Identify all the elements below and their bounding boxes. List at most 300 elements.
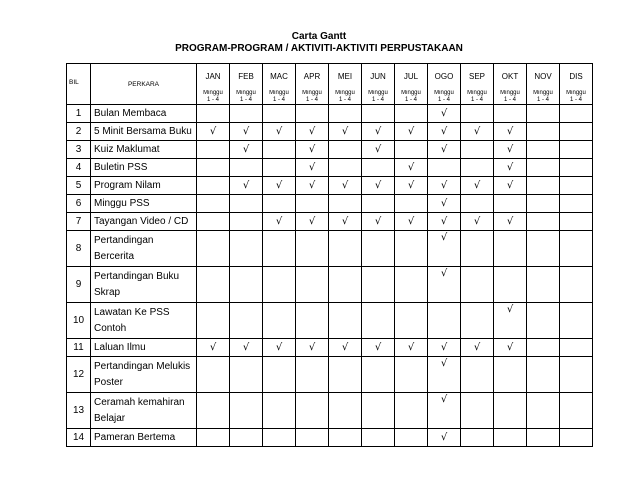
month-header: JUN: [362, 64, 395, 90]
check-mark: √: [308, 179, 316, 191]
week-range: 1 - 4: [503, 96, 516, 103]
month-cell: [329, 429, 362, 447]
month-cell: [560, 105, 593, 123]
table-row: [67, 339, 593, 357]
month-cell: [329, 105, 362, 123]
check-mark: √: [473, 179, 481, 191]
month-cell: [560, 141, 593, 159]
month-cell: [428, 339, 461, 357]
activity-line: Kuiz Maklumat: [94, 144, 160, 155]
week-range: 1 - 4: [470, 96, 483, 103]
week-range: 1 - 4: [272, 96, 285, 103]
month-cell: [395, 429, 428, 447]
month-cell: [197, 231, 230, 267]
check-mark: √: [506, 125, 514, 137]
table-row: [67, 429, 593, 447]
week-range: 1 - 4: [536, 96, 549, 103]
month-cell: [494, 267, 527, 303]
month-cell: [527, 267, 560, 303]
activity-line: Pertandingan Melukis: [94, 360, 191, 372]
month-cell: [461, 105, 494, 123]
month-cell: [197, 213, 230, 231]
month-cell: [329, 213, 362, 231]
check-mark: √: [242, 341, 250, 353]
check-mark: √: [473, 125, 481, 137]
month-cell: [362, 213, 395, 231]
check-mark: √: [341, 215, 349, 227]
activity-name: [91, 141, 197, 159]
month-cell: [395, 213, 428, 231]
month-cell: [230, 195, 263, 213]
week-label: Minggu: [335, 89, 355, 96]
check-mark: √: [242, 179, 250, 191]
activity-line: Program Nilam: [94, 180, 161, 191]
activity-name: [91, 213, 197, 231]
month-cell: [329, 177, 362, 195]
check-mark: √: [506, 143, 514, 155]
month-header: APR: [296, 64, 329, 90]
month-cell: [494, 141, 527, 159]
month-cell: [296, 429, 329, 447]
month-cell: [263, 123, 296, 141]
check-mark: √: [308, 143, 316, 155]
month-cell: [197, 393, 230, 429]
header-row-months: [67, 64, 593, 90]
week-label: Minggu: [434, 89, 454, 96]
week-range: 1 - 4: [371, 96, 384, 103]
month-cell: [263, 177, 296, 195]
month-cell: [461, 123, 494, 141]
week-range: 1 - 4: [404, 96, 417, 103]
check-mark: √: [374, 215, 382, 227]
month-cell: [230, 429, 263, 447]
activity-name: [91, 123, 197, 141]
activity-name: [91, 231, 197, 267]
row-number: 5: [67, 177, 91, 195]
check-mark: √: [374, 125, 382, 137]
activity-name: [91, 357, 197, 393]
month-cell: [263, 267, 296, 303]
month-cell: [197, 159, 230, 177]
row-number: 11: [67, 339, 91, 357]
month-cell: [494, 429, 527, 447]
month-cell: [560, 357, 593, 393]
check-mark: √: [407, 161, 415, 173]
week-label: Minggu: [566, 89, 586, 96]
month-cell: [428, 159, 461, 177]
month-cell: [230, 303, 263, 339]
month-cell: [230, 123, 263, 141]
check-mark: √: [275, 125, 283, 137]
month-cell: [395, 177, 428, 195]
month-cell: [230, 105, 263, 123]
month-cell: [395, 141, 428, 159]
month-cell: [527, 393, 560, 429]
month-cell: [560, 159, 593, 177]
check-mark: √: [440, 197, 448, 209]
month-cell: [197, 357, 230, 393]
month-cell: [560, 123, 593, 141]
month-cell: [230, 339, 263, 357]
month-cell: [230, 159, 263, 177]
month-cell: [263, 105, 296, 123]
month-cell: [461, 429, 494, 447]
month-cell: [395, 393, 428, 429]
check-mark: √: [440, 143, 448, 155]
activity-name: [91, 159, 197, 177]
check-mark: √: [209, 125, 217, 137]
month-cell: [296, 357, 329, 393]
month-cell: [197, 267, 230, 303]
check-mark: √: [440, 268, 448, 279]
month-cell: [461, 141, 494, 159]
month-cell: [395, 123, 428, 141]
check-mark: √: [440, 341, 448, 353]
table-row: [67, 177, 593, 195]
month-cell: [461, 195, 494, 213]
week-header: [461, 90, 494, 105]
week-label: Minggu: [302, 89, 322, 96]
activity-line: Contoh: [94, 322, 127, 334]
week-header: [527, 90, 560, 105]
table-row: [67, 159, 593, 177]
month-cell: [362, 195, 395, 213]
check-mark: √: [308, 341, 316, 353]
activity-name: [91, 303, 197, 339]
month-cell: [428, 429, 461, 447]
month-cell: [560, 177, 593, 195]
month-cell: [197, 195, 230, 213]
row-number: 10: [67, 303, 91, 339]
month-cell: [494, 393, 527, 429]
month-cell: [461, 303, 494, 339]
month-cell: [362, 123, 395, 141]
table-row: [67, 123, 593, 141]
check-mark: √: [506, 341, 514, 353]
month-cell: [527, 231, 560, 267]
check-mark: √: [440, 107, 448, 119]
week-label: Minggu: [269, 89, 289, 96]
table-row: [67, 105, 593, 123]
month-cell: [296, 213, 329, 231]
week-header: [395, 90, 428, 105]
month-cell: [527, 105, 560, 123]
month-cell: [527, 213, 560, 231]
week-header: [296, 90, 329, 105]
check-mark: √: [308, 161, 316, 173]
month-cell: [263, 393, 296, 429]
month-cell: [428, 195, 461, 213]
week-range: 1 - 4: [569, 96, 582, 103]
week-header: [197, 90, 230, 105]
month-header: JUL: [395, 64, 428, 90]
month-cell: [527, 159, 560, 177]
row-number: 1: [67, 105, 91, 123]
activity-line: Bulan Membaca: [94, 108, 167, 119]
activity-name: [91, 393, 197, 429]
month-header: SEP: [461, 64, 494, 90]
table-row: [67, 267, 593, 303]
month-cell: [329, 303, 362, 339]
check-mark: √: [506, 179, 514, 191]
month-cell: [395, 105, 428, 123]
activity-name: [91, 195, 197, 213]
activity-line: Bercerita: [94, 250, 135, 262]
month-cell: [560, 267, 593, 303]
check-mark: √: [407, 179, 415, 191]
row-number: 2: [67, 123, 91, 141]
row-number: 7: [67, 213, 91, 231]
row-number: 13: [67, 393, 91, 429]
month-cell: [362, 159, 395, 177]
month-cell: [560, 339, 593, 357]
month-cell: [263, 429, 296, 447]
month-cell: [362, 393, 395, 429]
month-cell: [527, 303, 560, 339]
month-cell: [395, 357, 428, 393]
month-cell: [362, 357, 395, 393]
month-cell: [296, 231, 329, 267]
month-cell: [362, 303, 395, 339]
week-range: 1 - 4: [206, 96, 219, 103]
month-cell: [296, 159, 329, 177]
check-mark: √: [275, 215, 283, 227]
week-range: 1 - 4: [239, 96, 252, 103]
month-cell: [230, 141, 263, 159]
month-cell: [329, 141, 362, 159]
month-cell: [461, 267, 494, 303]
week-range: 1 - 4: [305, 96, 318, 103]
month-cell: [230, 267, 263, 303]
activity-line: Tayangan Video / CD: [94, 216, 189, 227]
month-cell: [263, 141, 296, 159]
month-cell: [395, 231, 428, 267]
month-cell: [362, 339, 395, 357]
month-cell: [560, 231, 593, 267]
month-cell: [296, 393, 329, 429]
activity-name: [91, 177, 197, 195]
check-mark: √: [506, 161, 514, 173]
month-cell: [263, 339, 296, 357]
month-cell: [494, 231, 527, 267]
month-cell: [428, 267, 461, 303]
month-cell: [329, 231, 362, 267]
check-mark: √: [407, 215, 415, 227]
month-cell: [230, 213, 263, 231]
header-perkara: PERKARA: [91, 64, 197, 105]
activity-line: Pameran Bertema: [94, 432, 176, 443]
week-header: [428, 90, 461, 105]
month-header: MEI: [329, 64, 362, 90]
month-cell: [428, 141, 461, 159]
gantt-table: [66, 63, 593, 447]
week-header: [560, 90, 593, 105]
row-number: 9: [67, 267, 91, 303]
check-mark: √: [440, 125, 448, 137]
activity-line: Lawatan Ke PSS: [94, 306, 170, 318]
check-mark: √: [407, 341, 415, 353]
month-cell: [395, 303, 428, 339]
month-cell: [527, 123, 560, 141]
activity-name: [91, 429, 197, 447]
month-cell: [527, 339, 560, 357]
month-cell: [263, 159, 296, 177]
month-cell: [197, 177, 230, 195]
month-cell: [494, 357, 527, 393]
month-cell: [362, 105, 395, 123]
month-cell: [560, 195, 593, 213]
week-label: Minggu: [401, 89, 421, 96]
check-mark: √: [374, 341, 382, 353]
check-mark: √: [440, 431, 448, 443]
row-number: 3: [67, 141, 91, 159]
month-header: MAC: [263, 64, 296, 90]
week-label: Minggu: [203, 89, 223, 96]
week-label: Minggu: [368, 89, 388, 96]
month-cell: [329, 393, 362, 429]
month-cell: [461, 393, 494, 429]
check-mark: √: [308, 215, 316, 227]
month-cell: [329, 357, 362, 393]
month-cell: [395, 267, 428, 303]
month-cell: [329, 123, 362, 141]
month-cell: [197, 123, 230, 141]
activity-line: Ceramah kemahiran: [94, 396, 185, 408]
month-cell: [197, 339, 230, 357]
month-cell: [461, 357, 494, 393]
month-cell: [263, 303, 296, 339]
month-cell: [296, 303, 329, 339]
check-mark: √: [407, 125, 415, 137]
month-cell: [329, 159, 362, 177]
check-mark: √: [242, 125, 250, 137]
month-cell: [527, 357, 560, 393]
week-header: [230, 90, 263, 105]
month-cell: [329, 195, 362, 213]
chart-subtitle: PROGRAM-PROGRAM / AKTIVITI-AKTIVITI PERPUSTAKAAN: [175, 43, 463, 54]
month-cell: [494, 213, 527, 231]
check-mark: √: [374, 143, 382, 155]
month-cell: [296, 339, 329, 357]
check-mark: √: [440, 215, 448, 227]
week-label: Minggu: [467, 89, 487, 96]
week-header: [362, 90, 395, 105]
activity-line: Pertandingan Buku: [94, 270, 180, 282]
month-cell: [428, 303, 461, 339]
table-row: [67, 357, 593, 393]
row-number: 4: [67, 159, 91, 177]
table-row: [67, 393, 593, 429]
month-cell: [527, 177, 560, 195]
month-cell: [197, 105, 230, 123]
table-row: [67, 141, 593, 159]
month-cell: [527, 429, 560, 447]
row-number: 6: [67, 195, 91, 213]
month-cell: [329, 267, 362, 303]
week-range: 1 - 4: [338, 96, 351, 103]
activity-line: Laluan Ilmu: [94, 342, 146, 353]
row-number: 8: [67, 231, 91, 267]
month-cell: [362, 267, 395, 303]
check-mark: √: [308, 125, 316, 137]
month-cell: [230, 357, 263, 393]
table-row: [67, 231, 593, 267]
month-cell: [296, 195, 329, 213]
activity-line: Skrap: [94, 286, 121, 298]
month-cell: [560, 429, 593, 447]
week-header: [263, 90, 296, 105]
month-header: FEB: [230, 64, 263, 90]
week-label: Minggu: [500, 89, 520, 96]
month-cell: [230, 393, 263, 429]
month-cell: [296, 123, 329, 141]
check-mark: √: [440, 232, 448, 243]
month-cell: [428, 231, 461, 267]
month-cell: [494, 195, 527, 213]
month-cell: [494, 123, 527, 141]
month-cell: [263, 213, 296, 231]
month-cell: [197, 303, 230, 339]
month-cell: [329, 339, 362, 357]
month-cell: [494, 177, 527, 195]
month-header: OGO: [428, 64, 461, 90]
month-cell: [296, 177, 329, 195]
activity-line: Poster: [94, 376, 123, 388]
month-cell: [263, 231, 296, 267]
check-mark: √: [473, 341, 481, 353]
month-cell: [527, 195, 560, 213]
activity-line: Minggu PSS: [94, 198, 150, 209]
week-header: [329, 90, 362, 105]
check-mark: √: [341, 179, 349, 191]
month-cell: [230, 177, 263, 195]
check-mark: √: [506, 304, 514, 315]
check-mark: √: [506, 215, 514, 227]
check-mark: √: [440, 179, 448, 191]
month-cell: [230, 231, 263, 267]
check-mark: √: [275, 341, 283, 353]
row-number: 12: [67, 357, 91, 393]
month-cell: [428, 357, 461, 393]
month-cell: [560, 393, 593, 429]
month-cell: [461, 177, 494, 195]
title-block: [0, 31, 638, 55]
month-cell: [197, 429, 230, 447]
month-cell: [560, 303, 593, 339]
month-cell: [461, 159, 494, 177]
month-cell: [428, 177, 461, 195]
month-cell: [494, 339, 527, 357]
activity-line: Belajar: [94, 412, 126, 424]
check-mark: √: [473, 215, 481, 227]
activity-name: [91, 339, 197, 357]
month-cell: [296, 105, 329, 123]
check-mark: √: [209, 341, 217, 353]
week-header: [494, 90, 527, 105]
month-cell: [362, 231, 395, 267]
month-cell: [461, 339, 494, 357]
month-cell: [362, 429, 395, 447]
activity-line: 5 Minit Bersama Buku: [94, 126, 192, 137]
activity-line: Buletin PSS: [94, 162, 148, 173]
month-cell: [362, 177, 395, 195]
check-mark: √: [242, 143, 250, 155]
month-cell: [395, 339, 428, 357]
month-cell: [461, 231, 494, 267]
month-cell: [494, 159, 527, 177]
month-cell: [263, 195, 296, 213]
activity-name: [91, 267, 197, 303]
